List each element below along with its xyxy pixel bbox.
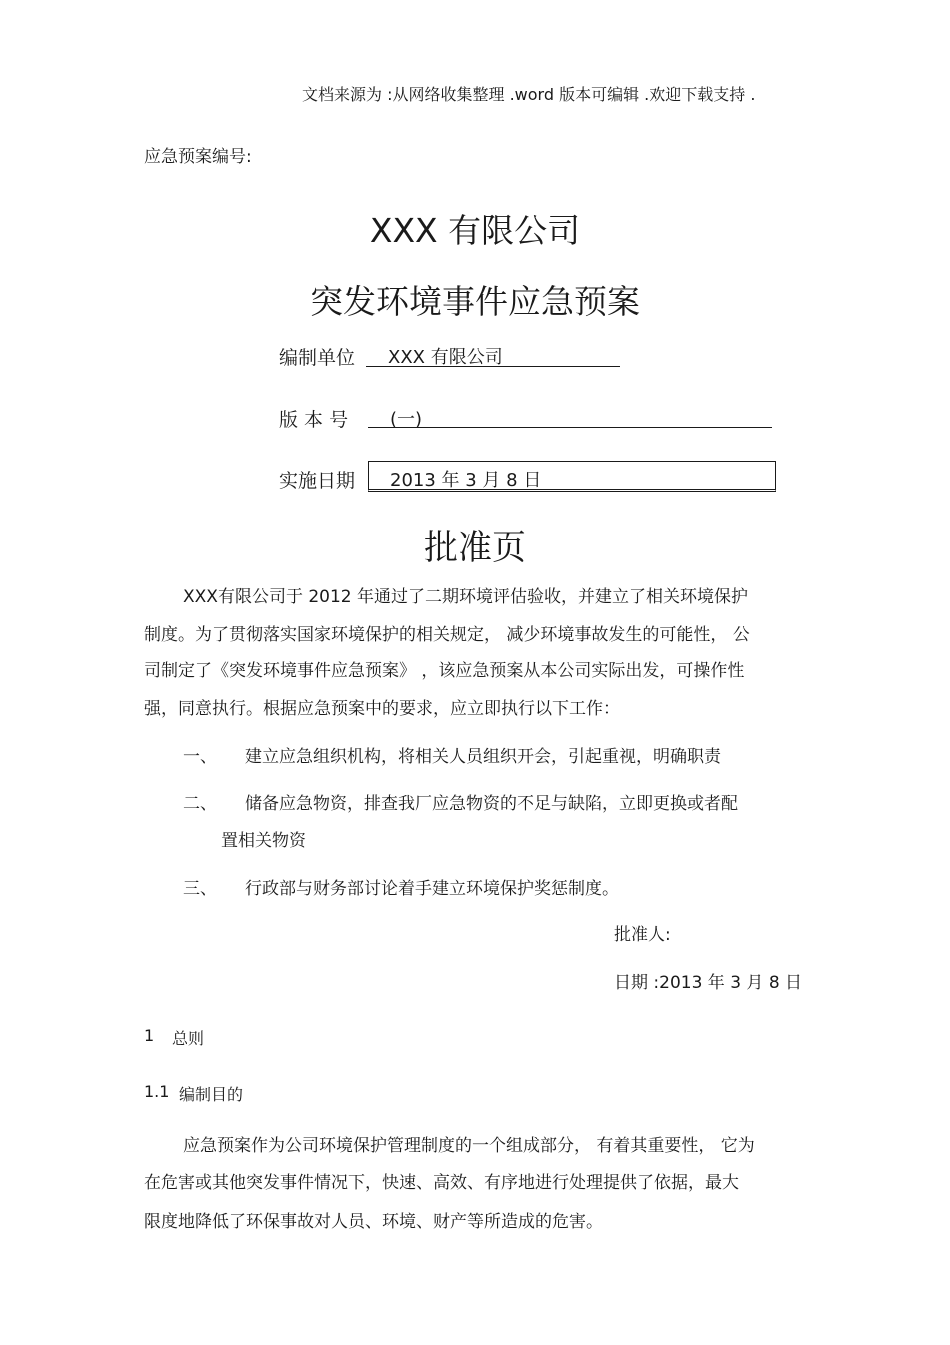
- subsection-title: 编制目的: [179, 1085, 244, 1104]
- section-number: 1: [144, 1026, 155, 1045]
- approval-heading: 批准页: [424, 528, 526, 568]
- section-title: 总则: [172, 1029, 205, 1048]
- date-label: 实施日期: [279, 470, 356, 492]
- section-para-line: 在危害或其他突发事件情况下，快速、高效、有序地进行处理提供了依据，最大: [144, 1173, 739, 1193]
- unit-value: XXX 有限公司: [388, 347, 503, 368]
- item-text: 行政部与财务部讨论着手建立环境保护奖惩制度。: [245, 879, 619, 899]
- item-text: 建立应急组织机构，将相关人员组织开会，引起重视，明确职责: [245, 747, 721, 767]
- approver-label: 批准人:: [614, 925, 671, 945]
- item-number: 一、: [183, 747, 217, 767]
- item-text: 储备应急物资，排查我厂应急物资的不足与缺陷，立即更换或者配: [245, 794, 738, 814]
- section-para-line: 应急预案作为公司环境保护管理制度的一个组成部分， 有着其重要性， 它为: [183, 1136, 755, 1156]
- subsection-number: 1.1: [144, 1082, 170, 1101]
- approval-date: 日期 :2013 年 3 月 8 日: [614, 973, 803, 993]
- item-number: 二、: [183, 794, 217, 814]
- version-value: (一): [390, 409, 423, 430]
- header-note: 文档来源为 :从网络收集整理 .word 版本可编辑 .欢迎下载支持 .: [302, 85, 756, 104]
- title-company: XXX 有限公司: [369, 211, 581, 250]
- approval-para-line: 制度。为了贯彻落实国家环境保护的相关规定， 减少环境事故发生的可能性， 公: [144, 625, 750, 645]
- approval-para-line: 强，同意执行。根据应急预案中的要求，应立即执行以下工作：: [144, 699, 620, 719]
- approval-para-line: XXX有限公司于 2012 年通过了二期环境评估验收，并建立了相关环境保护: [183, 587, 749, 607]
- unit-label: 编制单位: [279, 347, 356, 369]
- plan-number-label: 应急预案编号:: [144, 147, 252, 167]
- date-value: 2013 年 3 月 8 日: [390, 470, 542, 491]
- title-plan: 突发环境事件应急预案: [310, 282, 640, 321]
- version-underline: [368, 427, 772, 428]
- approval-para-line: 司制定了《突发环境事件应急预案》 ，该应急预案从本公司实际出发，可操作性: [144, 661, 745, 681]
- item-text-continued: 置相关物资: [221, 831, 306, 851]
- section-para-line: 限度地降低了环保事故对人员、环境、财产等所造成的危害。: [144, 1212, 603, 1232]
- item-number: 三、: [183, 879, 217, 899]
- version-label: 版 本 号: [279, 409, 349, 431]
